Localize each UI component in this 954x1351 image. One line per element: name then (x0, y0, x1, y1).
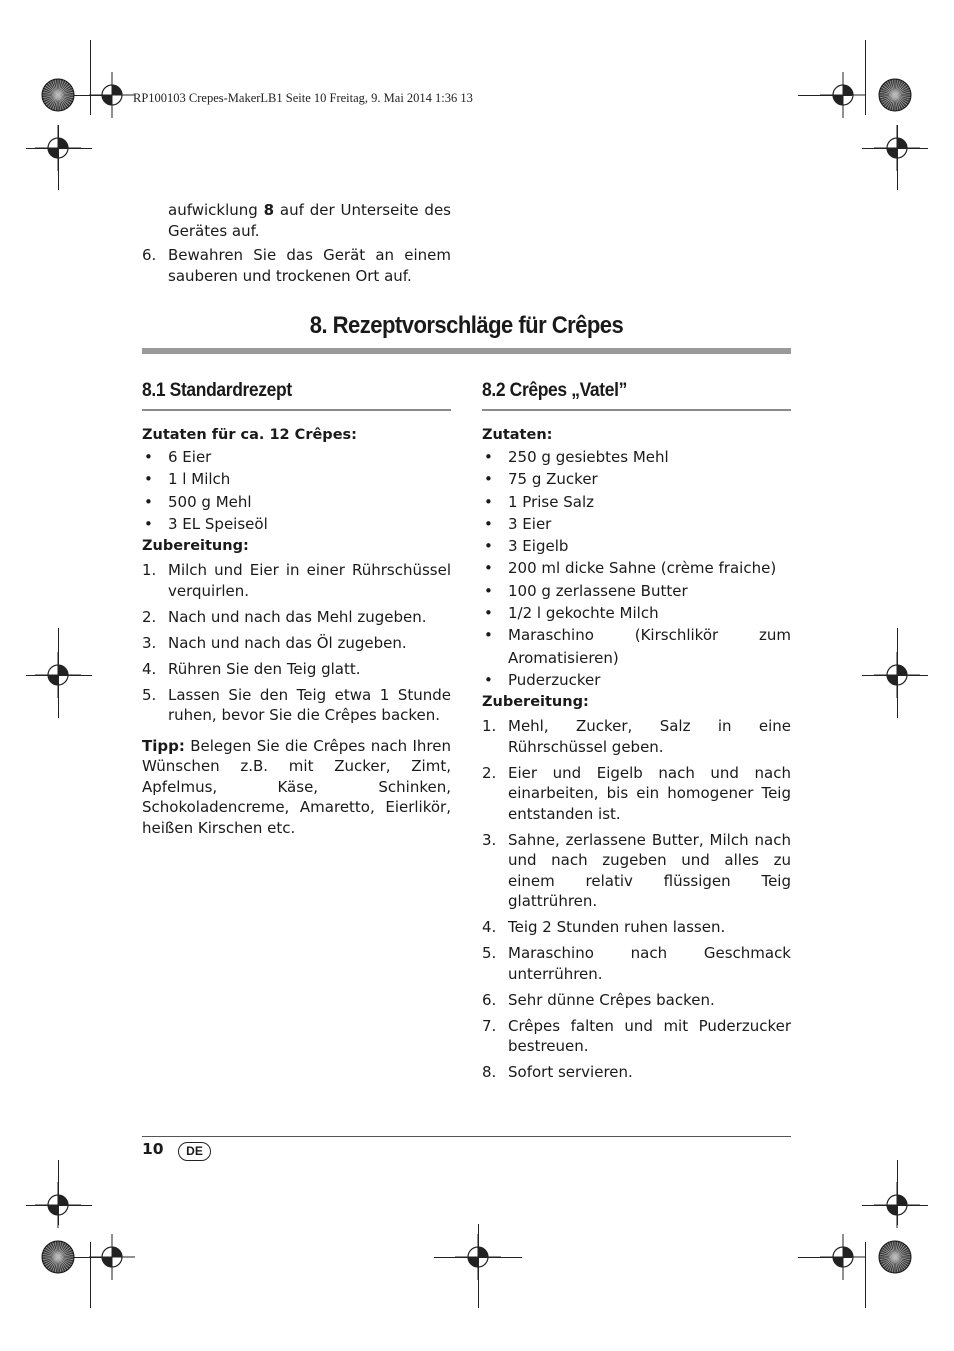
bullet-marker: • (484, 670, 493, 689)
step-text: Nach und nach das Mehl zugeben. (168, 607, 427, 626)
step-number: 2. (142, 607, 157, 626)
registration-crosshair-icon (874, 652, 920, 698)
ingredient-text: 3 Eier (508, 514, 552, 533)
ingredient-item (482, 580, 791, 602)
step-number: 6. (142, 246, 157, 264)
ingredient-item (482, 446, 791, 468)
step-item (482, 763, 791, 825)
page-number: 10 (142, 1140, 164, 1158)
step-number: 3. (482, 830, 497, 849)
step-number: 2. (482, 763, 497, 782)
section-heading-standard: 8.1 Standardrezept (142, 380, 292, 401)
step-text: Lassen Sie den Teig etwa 1 Stunde ruhen, bevor Sie die Crêpes backen. (168, 685, 451, 725)
ingredient-item (482, 535, 791, 557)
step-text: Mehl, Zucker, Salz in eine Rührschüssel geben. (508, 717, 791, 756)
ingredient-item (482, 468, 791, 490)
bullet-marker: • (144, 470, 153, 489)
step-number: 1. (482, 717, 497, 736)
color-starburst-icon (41, 1240, 75, 1274)
language-badge: DE (178, 1142, 211, 1161)
vatel-recipe (482, 424, 791, 1088)
ingredient-text: 1 Prise Salz (508, 492, 594, 511)
ingredient-text: 3 Eigelb (508, 537, 569, 556)
color-starburst-icon (878, 78, 912, 112)
ingredient-text: Puderzucker (508, 670, 601, 689)
step-text: Teig 2 Stunden ruhen lassen. (508, 918, 726, 937)
bullet-marker: • (144, 492, 153, 511)
step-text: Eier und Eigelb nach und nach einarbeiten, bis ein homogener Teig entstanden ist. (508, 763, 791, 823)
step-item (482, 830, 791, 912)
ingredient-text: 1 l Milch (168, 470, 231, 489)
ingredient-text: 250 g gesiebtes Mehl (508, 448, 669, 466)
continuation-block (142, 200, 451, 286)
step-item (482, 1062, 791, 1083)
registration-crosshair-icon (874, 1182, 920, 1228)
step-item (482, 917, 791, 938)
step-item (142, 659, 451, 680)
step-item (482, 943, 791, 984)
registration-crosshair-icon (35, 1182, 81, 1228)
tip-text: Belegen Sie die Crêpes nach Ihren Wünschen z.B. mit Zucker, Zimt, Apfelmus, Käse, Schinken, Schokoladencreme, Amaretto, Eierlikör, heißen Kirschen etc. (142, 736, 451, 837)
step-text: Sofort servieren. (508, 1063, 633, 1082)
steps-list (142, 560, 451, 726)
registration-crosshair-icon (820, 1234, 866, 1280)
steps-list (482, 716, 791, 1083)
ingredient-text: 100 g zerlassene Butter (508, 581, 688, 600)
ingredients-list (482, 446, 791, 691)
step-text: Crêpes falten und mit Puderzucker bestreuen. (508, 1016, 791, 1056)
tip-label: Tipp: (142, 736, 185, 755)
registration-crosshair-icon (89, 72, 135, 118)
registration-crosshair-icon (89, 1234, 135, 1280)
ingredients-list (142, 446, 451, 535)
print-meta-line: RP100103 Crepes-MakerLB1 Seite 10 Freitag, 9. Mai 2014 1:36 13 (133, 91, 473, 105)
step-number: 4. (482, 918, 497, 937)
ingredient-text: 1/2 l gekochte Milch (508, 604, 659, 623)
ingredient-item (482, 557, 791, 579)
step-number: 5. (482, 944, 497, 963)
footer-rule (142, 1136, 791, 1137)
bullet-marker: • (144, 448, 153, 466)
registration-crosshair-icon (820, 72, 866, 118)
title-bar (142, 348, 791, 354)
registration-crosshair-icon (35, 125, 81, 171)
step-number: 1. (142, 561, 157, 580)
section-rule-vatel (482, 409, 791, 411)
ingredient-text: 200 ml dicke Sahne (crème fraiche) (508, 559, 777, 578)
ingredient-item (142, 468, 451, 490)
step-text: Sehr dünne Crêpes backen. (508, 990, 715, 1009)
continuation-paragraph: aufwicklung 8 auf der Unterseite des Gerätes auf. (168, 201, 451, 240)
bullet-marker: • (144, 514, 153, 533)
ingredient-text: Maraschino (Kirschlikör zum Aromatisieren) (508, 626, 791, 667)
bullet-marker: • (484, 514, 493, 533)
bullet-marker: • (484, 604, 493, 623)
ingredients-label: Zutaten: (482, 427, 553, 443)
color-starburst-icon (878, 1240, 912, 1274)
section-heading-vatel: 8.2 Crêpes „Vatel” (482, 380, 627, 401)
bullet-marker: • (484, 492, 493, 511)
step-number: 6. (482, 990, 497, 1009)
registration-crosshair-icon (874, 125, 920, 171)
step-item (482, 990, 791, 1011)
ingredient-text: 6 Eier (168, 448, 212, 466)
ingredient-item (142, 446, 451, 468)
ingredient-text: 500 g Mehl (168, 492, 252, 511)
step-item (142, 685, 451, 726)
bullet-marker: • (484, 559, 493, 578)
step-item (482, 716, 791, 757)
ingredient-item (482, 602, 791, 624)
ingredient-text: 75 g Zucker (508, 470, 598, 489)
prep-label: Zubereitung: (482, 694, 589, 711)
step-number: 3. (142, 633, 157, 652)
step-number: 4. (142, 659, 157, 678)
ingredient-text: 3 EL Speiseöl (168, 514, 268, 533)
ingredient-item (142, 491, 451, 513)
registration-crosshair-icon (455, 1234, 501, 1280)
step-item (142, 560, 451, 601)
step-item (482, 1016, 791, 1057)
bullet-marker: • (484, 581, 493, 600)
ingredient-item (482, 669, 791, 691)
chapter-title: 8. Rezeptvorschläge für Crêpes (309, 312, 624, 339)
continuation-step (142, 245, 451, 286)
prep-label: Zubereitung: (142, 538, 249, 555)
step-number: 8. (482, 1063, 497, 1082)
ingredients-label: Zutaten für ca. 12 Crêpes: (142, 427, 357, 443)
step-text: Sahne, zerlassene Butter, Milch nach und nach zugeben und alles zu einem relativ flüssigen Teig glattrühren. (508, 830, 791, 911)
step-text: Nach und nach das Öl zugeben. (168, 633, 407, 652)
step-text: Maraschino nach Geschmack unterrühren. (508, 944, 791, 983)
step-item (142, 607, 451, 628)
ingredient-item (142, 513, 451, 535)
step-text: Bewahren Sie das Gerät an einem sauberen und trockenen Ort auf. (168, 246, 451, 285)
tip-paragraph (142, 736, 451, 839)
ingredient-item (482, 491, 791, 513)
step-number: 7. (482, 1016, 497, 1035)
bullet-marker: • (484, 448, 493, 466)
step-item (142, 633, 451, 654)
bullet-marker: • (484, 626, 493, 645)
section-rule-standard (142, 409, 451, 411)
registration-crosshair-icon (35, 652, 81, 698)
step-text: Rühren Sie den Teig glatt. (168, 659, 361, 678)
step-text: Milch und Eier in einer Rührschüssel verquirlen. (168, 561, 451, 600)
ingredient-item (482, 624, 791, 669)
standard-recipe (142, 424, 451, 838)
bullet-marker: • (484, 537, 493, 556)
ingredient-item (482, 513, 791, 535)
bullet-marker: • (484, 470, 493, 489)
color-starburst-icon (41, 78, 75, 112)
step-number: 5. (142, 685, 157, 704)
